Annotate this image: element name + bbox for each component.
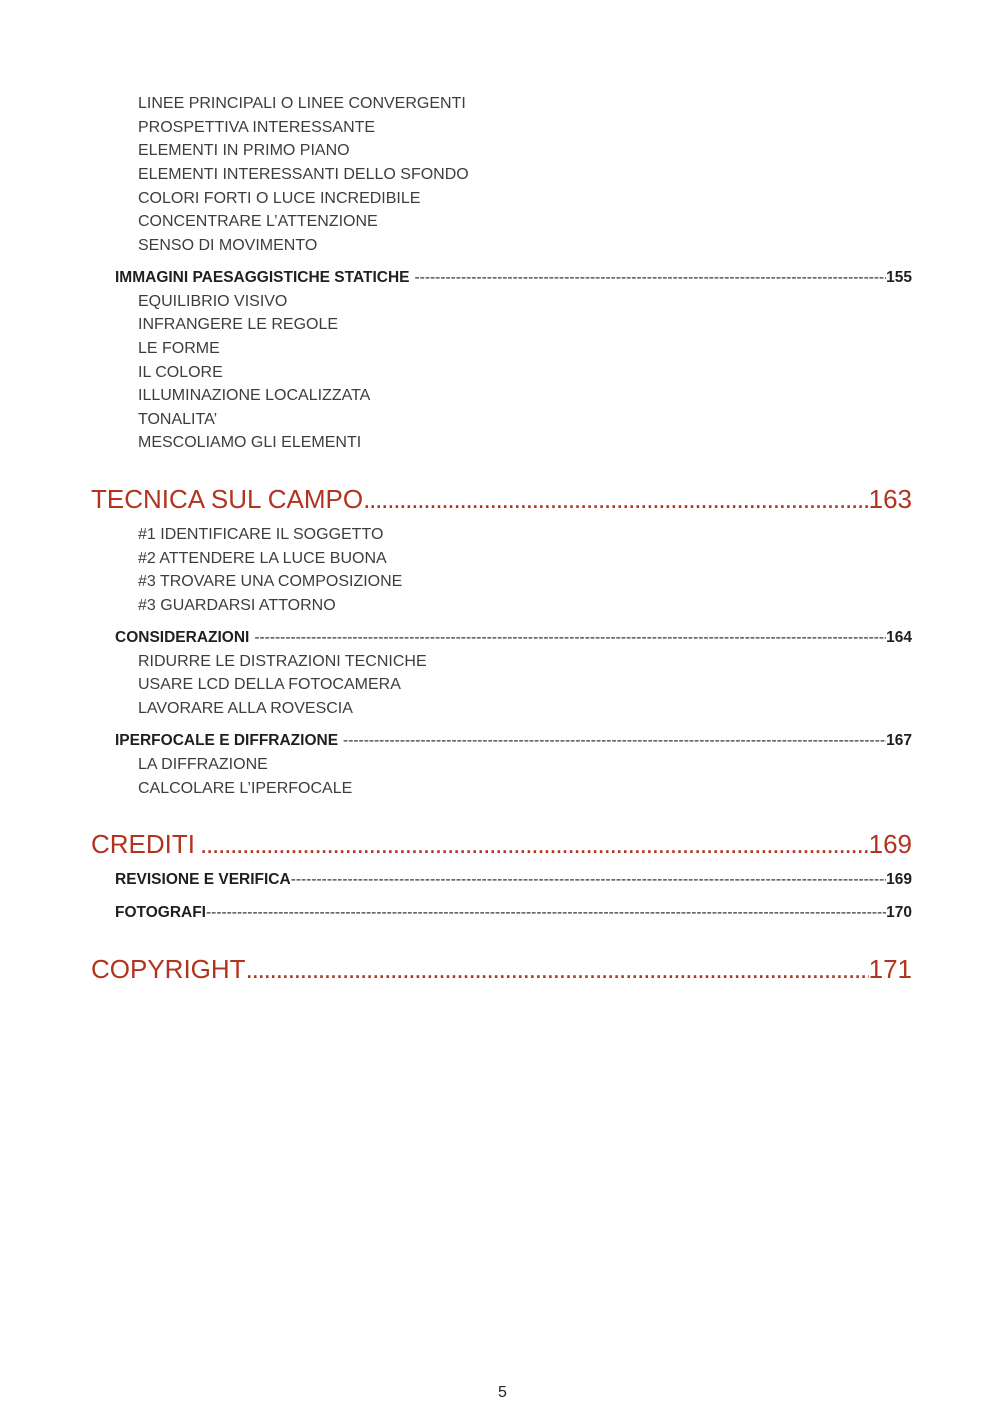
toc-section-page: 169 [886,871,912,889]
toc-section-immagini-paesaggistiche-statiche[interactable] [91,266,912,290]
table-of-contents [91,92,912,993]
leader-dashes [206,901,886,925]
toc-item-label: USARE LCD DELLA FOTOCAMERA [138,676,401,694]
toc-chapter-title: COPYRIGHT [91,953,246,984]
leader-dashes [291,868,886,892]
toc-item[interactable] [91,431,912,455]
toc-section-fotografi[interactable] [91,901,912,925]
toc-chapter-page: 171 [868,953,912,984]
page-number: 5 [498,1384,507,1401]
leader-dots [246,951,869,987]
toc-item[interactable] [91,361,912,385]
toc-section-title: FOTOGRAFI [115,903,206,921]
toc-item-label: #3 GUARDARSI ATTORNO [138,596,336,614]
toc-item[interactable] [91,650,912,674]
toc-item-label: PROSPETTIVA INTERESSANTE [138,118,376,136]
toc-item[interactable] [91,594,912,618]
toc-item[interactable] [91,210,912,234]
toc-item[interactable] [91,313,912,337]
toc-item-label: ELEMENTI INTERESSANTI DELLO SFONDO [138,165,469,183]
toc-chapter-page: 163 [868,484,912,514]
leader-dashes [343,729,886,753]
toc-section-page: 164 [886,628,912,646]
toc-item[interactable] [91,92,912,116]
toc-item[interactable] [91,163,912,187]
toc-section-title: IMMAGINI PAESAGGISTICHE STATICHE [115,268,410,286]
leader-dashes [254,626,886,650]
toc-chapter-crediti[interactable] [91,826,912,862]
toc-item-label: ILLUMINAZIONE LOCALIZZATA [138,387,371,405]
toc-section-title: REVISIONE E VERIFICA [115,871,291,889]
toc-chapter-tecnica-sul-campo[interactable] [91,481,912,517]
toc-section-revisione-e-verifica[interactable] [91,868,912,892]
toc-item-label: RIDURRE LE DISTRAZIONI TECNICHE [138,652,427,670]
toc-item[interactable] [91,408,912,432]
toc-item[interactable] [91,570,912,594]
toc-section-page: 170 [886,903,912,921]
toc-item[interactable] [91,290,912,314]
toc-chapter-page: 169 [868,829,912,860]
toc-chapter-copyright[interactable] [91,951,912,987]
toc-item[interactable] [91,673,912,697]
toc-item[interactable] [91,234,912,258]
toc-chapter-title: CREDITI [91,829,195,860]
toc-item[interactable] [91,384,912,408]
toc-item-label: CALCOLARE L’IPERFOCALE [138,779,353,797]
toc-item-label: SENSO DI MOVIMENTO [138,236,318,254]
toc-section-considerazioni[interactable] [91,626,912,650]
toc-item-label: MESCOLIAMO GLI ELEMENTI [138,434,362,452]
toc-section-title: IPERFOCALE E DIFFRAZIONE [115,732,339,750]
toc-item-label: CONCENTRARE L’ATTENZIONE [138,213,378,231]
toc-section-title: CONSIDERAZIONI [115,628,250,646]
toc-item-label: TONALITA’ [138,410,218,428]
toc-item-label: COLORI FORTI O LUCE INCREDIBILE [138,189,421,207]
toc-item-label: INFRANGERE LE REGOLE [138,316,339,334]
toc-item[interactable] [91,523,912,547]
toc-item[interactable] [91,547,912,571]
leader-dashes [415,266,887,290]
toc-item-label: LAVORARE ALLA ROVESCIA [138,700,353,718]
toc-item-label: IL COLORE [138,363,223,381]
toc-item[interactable] [91,116,912,140]
toc-section-iperfocale-e-diffrazione[interactable] [91,729,912,753]
toc-item[interactable] [91,753,912,777]
toc-item[interactable] [91,187,912,211]
toc-item-label: #1 IDENTIFICARE IL SOGGETTO [138,526,384,543]
toc-item-label: ELEMENTI IN PRIMO PIANO [138,142,350,160]
leader-dots [363,481,869,517]
toc-item[interactable] [91,139,912,163]
toc-item[interactable] [91,697,912,721]
toc-chapter-title: TECNICA SUL CAMPO [91,484,364,514]
toc-item-label: LE FORME [138,340,220,358]
toc-item[interactable] [91,777,912,801]
toc-item-label: EQUILIBRIO VISIVO [138,292,288,310]
leader-dots [200,826,869,862]
toc-item-label: #2 ATTENDERE LA LUCE BUONA [138,549,387,567]
toc-item-label: #3 TROVARE UNA COMPOSIZIONE [138,573,403,591]
toc-item-label: LA DIFFRAZIONE [138,756,268,774]
toc-item[interactable] [91,337,912,361]
toc-item-label: LINEE PRINCIPALI O LINEE CONVERGENTI [138,95,466,113]
toc-section-page: 167 [886,732,912,750]
toc-section-page: 155 [886,268,912,286]
